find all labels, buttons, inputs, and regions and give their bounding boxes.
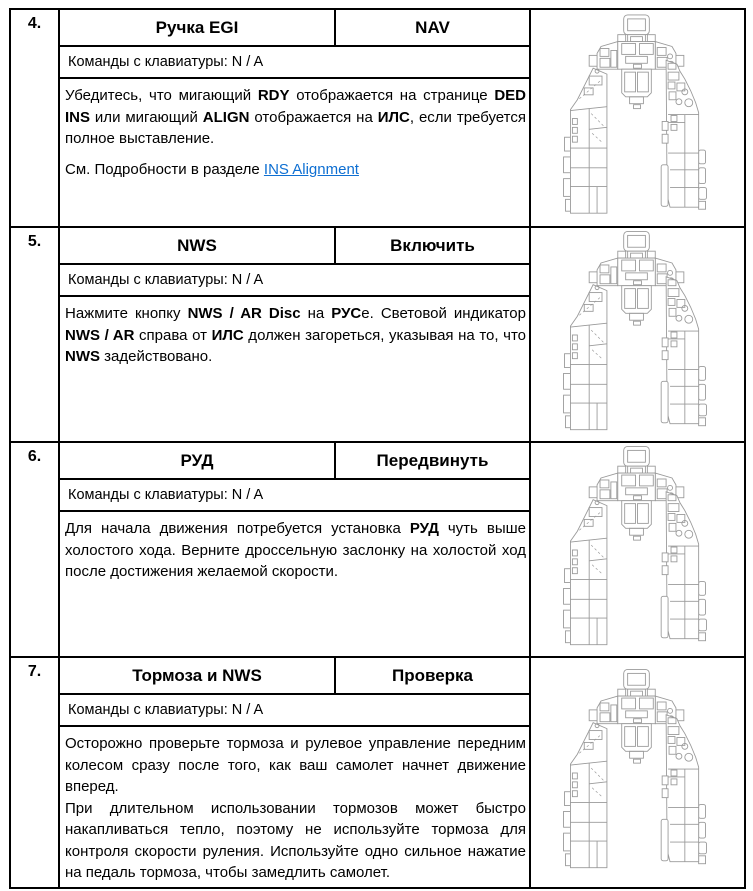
step-header: [60, 443, 529, 480]
step-row-5: [11, 228, 744, 443]
cockpit-diagram-svg: [531, 10, 744, 226]
step-content: [60, 443, 531, 656]
step-content: [60, 658, 531, 887]
left-console-group: [564, 723, 607, 868]
section-link[interactable]: INS Alignment: [263, 160, 359, 178]
right-console-group: [661, 277, 706, 426]
step-header: [60, 228, 529, 265]
cockpit-diagram-svg: [531, 658, 744, 887]
keyboard-commands-row: Команды с клавиатуры: N / A: [60, 265, 529, 297]
cockpit-diagram-svg: [531, 228, 744, 441]
step-value-label: Проверка: [391, 665, 473, 685]
keyboard-commands-row: Команды с клавиатуры: N / A: [60, 480, 529, 512]
step-action-label: РУД: [60, 443, 336, 478]
step-content: [60, 228, 531, 441]
step-row-4: [11, 10, 744, 228]
step-number: 4.: [11, 10, 60, 226]
left-console-group: [564, 285, 607, 430]
cockpit-diagram: [531, 10, 744, 226]
step-value-label: Включить: [390, 235, 475, 255]
step-value-label: NAV: [415, 17, 450, 37]
step-value-label: Передвинуть: [376, 450, 489, 470]
left-console-group: [564, 500, 607, 645]
step-action-label: Ручка EGI: [60, 10, 336, 45]
keyboard-commands-row: Команды с клавиатуры: N / A: [60, 47, 529, 79]
cockpit-diagram: [531, 228, 744, 441]
step-description: Нажмите кнопку NWS / AR Disc на РУСе. Световой индикатор NWS / AR справа от ИЛС должен загореться, указывая на то, что NWS задействовано.: [65, 305, 527, 365]
step-header: [60, 658, 529, 695]
step-header: [60, 10, 529, 47]
step-action-label: Тормоза и NWS: [60, 658, 336, 693]
right-console-group: [661, 492, 706, 641]
cockpit-diagram-svg: [531, 443, 744, 656]
left-console-group: [564, 68, 607, 213]
right-console-group: [661, 60, 706, 209]
step-content: [60, 10, 531, 226]
step-description: Для начала движения потребуется установка РУД чуть выше холостого хода. Верните дроссельную заслонку на холостой ход после достижения желаемой скорости.: [65, 520, 526, 580]
step-action-label: NWS: [60, 228, 336, 263]
checklist-table: [9, 8, 746, 889]
cockpit-diagram: [531, 443, 744, 656]
step-number: 7.: [11, 658, 60, 887]
step-description: Осторожно проверьте тормоза и рулевое управление передним колесом сразу после того, как ваш самолет начнет движение вперед. При длительном использовании тормозов может быстро накапливаться тепло, поэтому не используйте тормоза для контроля скорости руления. Используйте одно сильное нажатие на педаль тормоза, чтобы замедлить самолет.: [65, 735, 526, 881]
right-console-group: [661, 715, 706, 864]
step-row-6: [11, 443, 744, 658]
keyboard-commands-row: Команды с клавиатуры: N / A: [60, 695, 529, 727]
step-row-7: [11, 658, 744, 887]
step-description: Убедитесь, что мигающий RDY отображается на странице DED INS или мигающий ALIGN отображается на ИЛС, если требуется полное выставление. См. Подробности в разделе INS Alignment: [65, 87, 526, 178]
cockpit-diagram: [531, 658, 744, 887]
step-number: 6.: [11, 443, 60, 656]
step-number: 5.: [11, 228, 60, 441]
